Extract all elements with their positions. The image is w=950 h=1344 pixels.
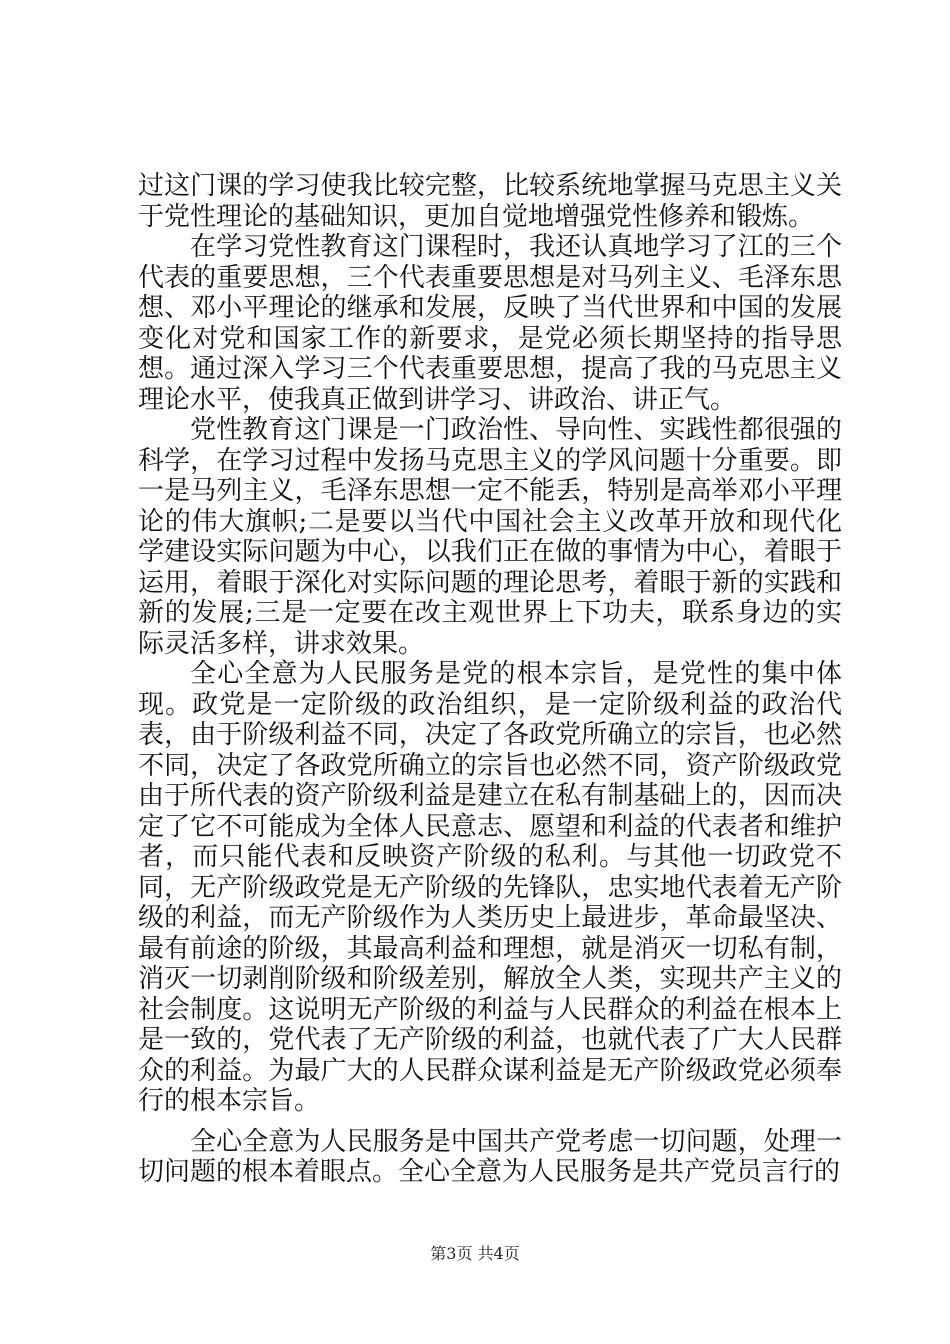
paragraph-3: 党性教育这门课是一门政治性、导向性、实践性都很强的科学，在学习过程中发扬马克思主义的学风问题十分重要。即一是马列主义，毛泽东思想一定不能丢，特别是高举邓小平理论的伟大旗帜;二是要以当代中国社会主义改革开放和现代化学建设实际问题为中心，以我们正在做的事情为中心，着眼于运用，着眼于深化对实际问题的理论思考，着眼于新的实践和新的发展;三是一定要在改主观世界上下功夫，联系身边的实际灵活多样，讲求效果。	[138, 415, 842, 659]
paragraph-1: 过这门课的学习使我比较完整，比较系统地掌握马克思主义关于党性理论的基础知识，更加自觉地增强党性修养和锻炼。	[138, 171, 842, 232]
paragraph-5: 全心全意为人民服务是中国共产党考虑一切问题，处理一切问题的根本着眼点。全心全意为人民服务是共产党员言行的	[138, 1126, 842, 1187]
document-body	[138, 171, 842, 1188]
paragraph-4: 全心全意为人民服务是党的根本宗旨，是党性的集中体现。政党是一定阶级的政治组织，是一定阶级利益的政治代表，由于阶级利益不同，决定了各政党所确立的宗旨，也必然不同，决定了各政党所确立的宗旨也必然不同，资产阶级政党由于所代表的资产阶级利益是建立在私有制基础上的，因而决定了它不可能成为全体人民意志、愿望和利益的代表者和维护者，而只能代表和反映资产阶级的私利。与其他一切政党不同，无产阶级政党是无产阶级的先锋队，忠实地代表着无产阶级的利益，而无产阶级作为人类历史上最进步，革命最坚决、最有前途的阶级，其最高利益和理想，就是消灭一切私有制，消灭一切剥削阶级和阶级差别，解放全人类，实现共产主义的社会制度。这说明无产阶级的利益与人民群众的利益在根本上是一致的，党代表了无产阶级的利益，也就代表了广大人民群众的利益。为最广大的人民群众谋利益是无产阶级政党必须奉行的根本宗旨。	[138, 659, 842, 1116]
page-number-footer: 第3页 共4页	[430, 1244, 520, 1263]
paragraph-2: 在学习党性教育这门课程时，我还认真地学习了江的三个代表的重要思想，三个代表重要思想是对马列主义、毛泽东思想、邓小平理论的继承和发展，反映了当代世界和中国的发展变化对党和国家工作的新要求，是党必须长期坚持的指导思想。通过深入学习三个代表重要思想，提高了我的马克思主义理论水平，使我真正做到讲学习、讲政治、讲正气。	[138, 232, 842, 415]
